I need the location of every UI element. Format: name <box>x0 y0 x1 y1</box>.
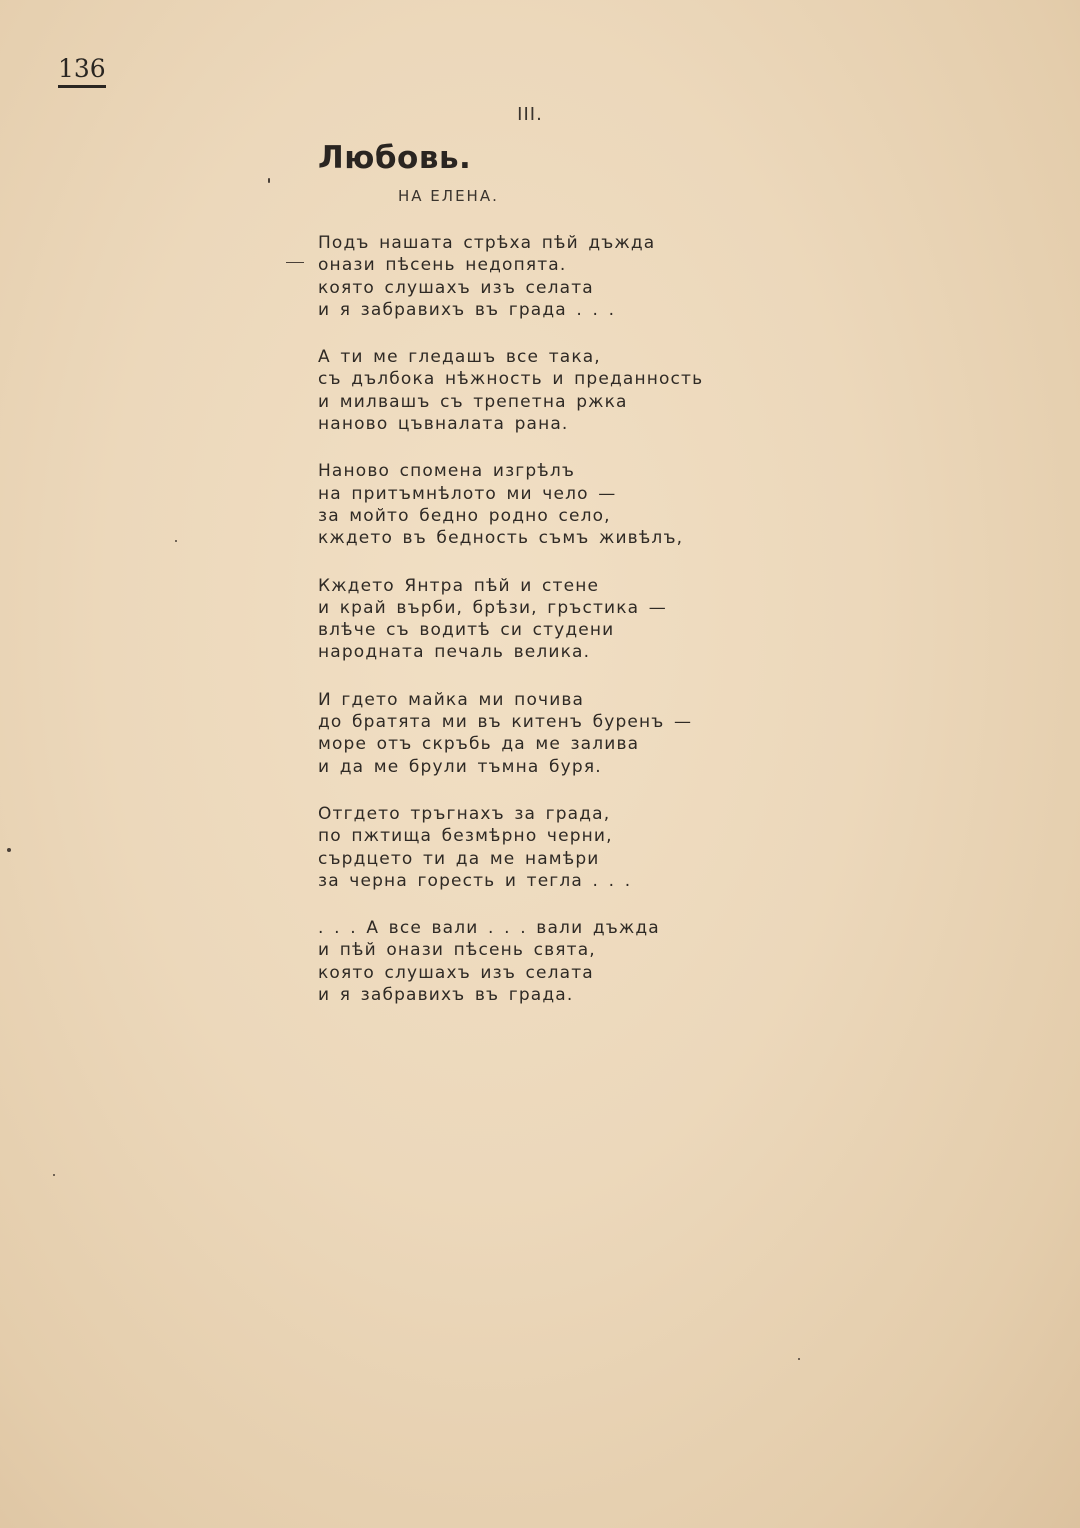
poem-line: за черна горесть и тегла . . . <box>318 870 632 891</box>
poem-line: наново цъвналата рана. <box>318 414 569 435</box>
paper-speck <box>798 1358 800 1360</box>
poem-line: Подъ нашата стрѣха пѣй дъжда <box>318 233 656 253</box>
poem-line: и да ме брули тъмна буря. <box>318 756 602 777</box>
stanza <box>318 346 738 435</box>
poem-line: и я забравихъ въ града . . . <box>318 299 616 320</box>
poem-line: Отгдето тръгнахъ за града, <box>318 803 611 824</box>
poem-line: по пжтища безмѣрно черни, <box>318 826 613 847</box>
poem-line: влѣче съ водитѣ си студени <box>318 620 615 641</box>
poem-line: и милвашъ съ трепетна ржка <box>318 391 628 412</box>
stanza <box>318 460 738 549</box>
stanza <box>318 803 738 892</box>
poem-line: сърдцето ти да ме намѣри <box>318 848 600 869</box>
poem-line: която слушахъ изъ селата <box>318 962 594 983</box>
poem-body <box>318 232 738 1031</box>
poem-line: която слушахъ изъ селата <box>318 277 594 298</box>
poem-line: до братята ми въ китенъ буренъ — <box>318 712 693 733</box>
poem-line: на притъмнѣлото ми чело — <box>318 483 617 504</box>
poem-line: И гдето майка ми почива <box>318 689 585 710</box>
stanza <box>318 232 738 321</box>
section-numeral: III. <box>517 104 543 125</box>
poem-line: А ти ме гледашъ все така, <box>318 347 601 368</box>
stanza <box>318 575 738 664</box>
poem-line: Кждето Янтра пѣй и стене <box>318 575 600 596</box>
poem-line: за мойто бедно родно село, <box>318 505 611 526</box>
poem-line: Наново спомена изгрѣлъ <box>318 461 576 482</box>
poem-line: народната печаль велика. <box>318 642 591 663</box>
poem-dedication: НА ЕЛЕНА. <box>398 187 499 205</box>
page-number: 136 <box>58 54 106 88</box>
paper-speck <box>268 178 270 183</box>
poem-title: Любовь. <box>318 140 472 176</box>
stanza <box>318 917 738 1006</box>
poem-line: море отъ скръбь да ме залива <box>318 734 640 755</box>
poem-line: и пѣй онази пѣсень свята, <box>318 940 596 961</box>
poem-line: и край върби, брѣзи, гръстика — <box>318 597 667 618</box>
poem-line: кждето въ бедность съмъ живѣлъ, <box>318 528 684 549</box>
paper-speck <box>175 540 177 542</box>
poem-line: . . . А все вали . . . вали дъжда <box>318 918 660 939</box>
poem-line: онази пѣсень недопята. <box>318 255 567 276</box>
stanza <box>318 689 738 778</box>
poem-line: съ дълбока нѣжность и преданность <box>318 369 704 390</box>
poem-line: и я забравихъ въ града. <box>318 985 574 1006</box>
paper-speck <box>7 848 11 852</box>
paper-speck <box>53 1174 55 1176</box>
paper-speck <box>286 262 304 263</box>
